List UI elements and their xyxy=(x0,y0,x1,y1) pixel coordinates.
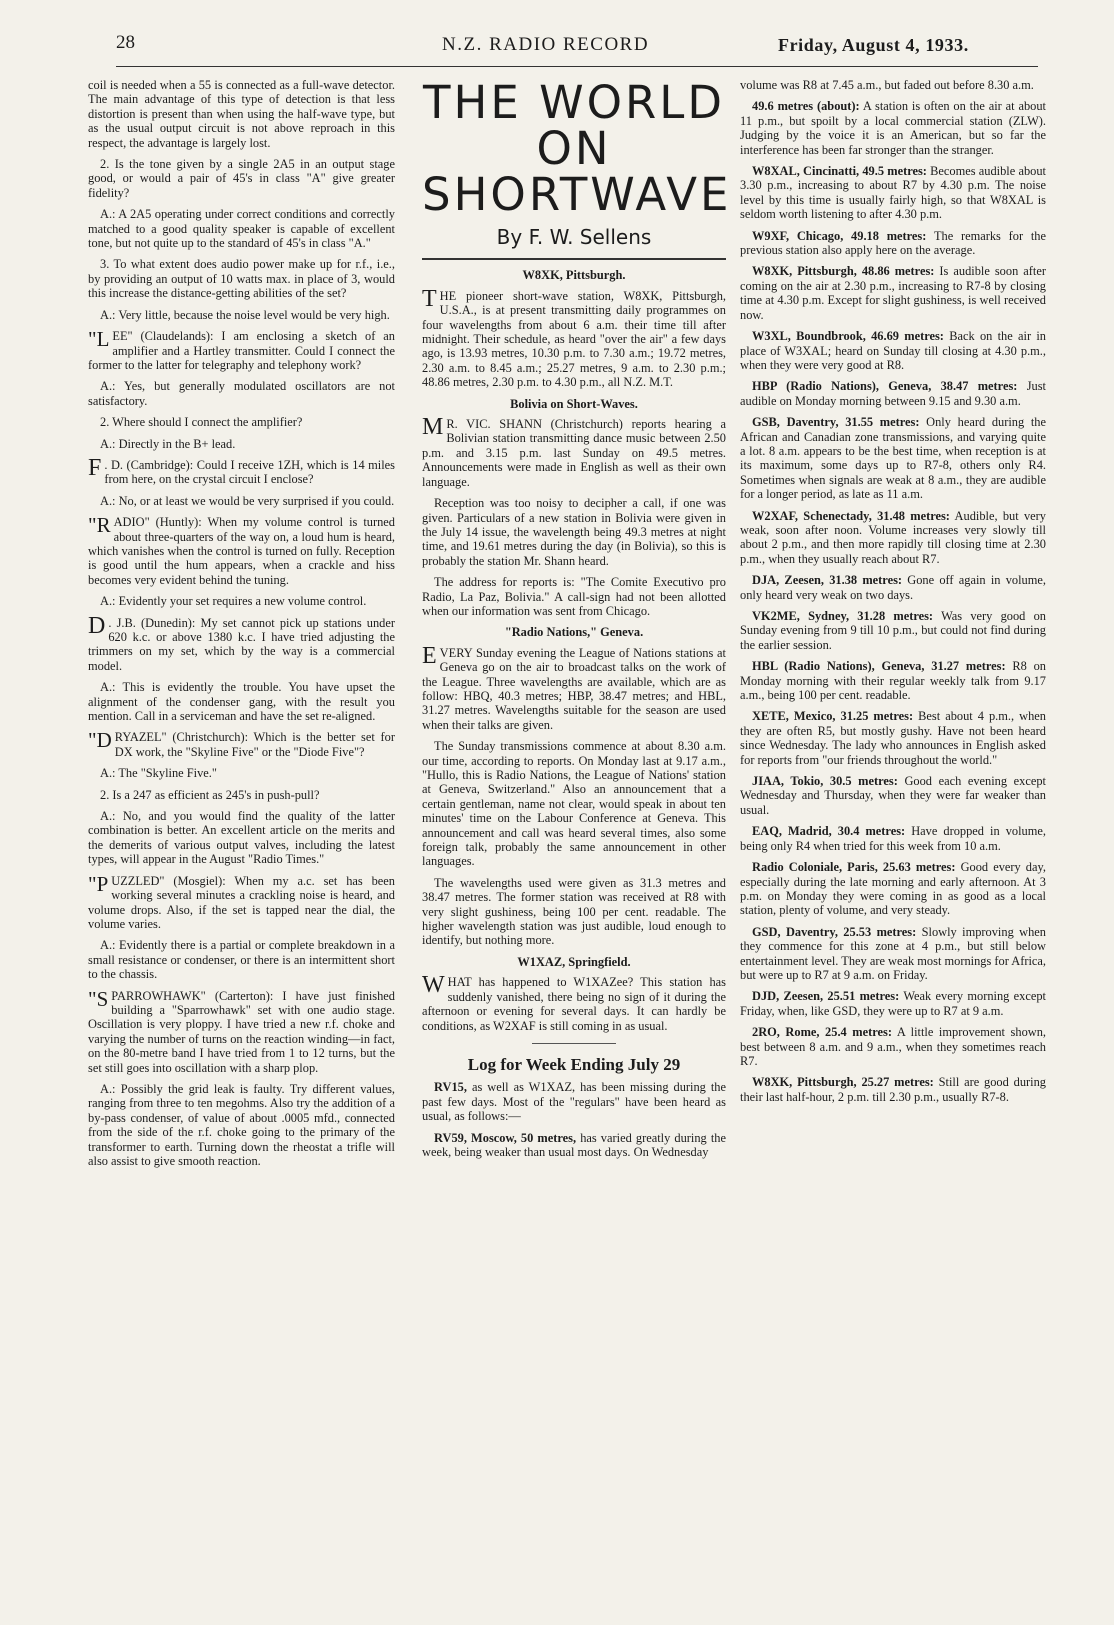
entry-text: Just audible on Monday morning between 9.15 and 9.30 a.m. xyxy=(740,379,1047,408)
answer: A.: Possibly the grid leak is faulty. Try different values, ranging from three to ten megohms. Also try the addition of a by-pass condenser, of value of about .0005 mfd., connected from the side of the r.f. choke going to the primary of the transformer to earth. Turning down the rheostat a trifle will also assist to give smooth reaction. xyxy=(88,1081,395,1168)
drop-cap: "D xyxy=(88,728,112,753)
log-entry xyxy=(740,229,1046,258)
station-name: XETE, Mexico, 31.25 metres: xyxy=(752,709,914,724)
byline: By F. W. Sellens xyxy=(496,225,652,249)
entry-text: Back on the air in place of W3XAL; heard on Sunday till closing at 4.30 p.m., when they were very good at R8. xyxy=(740,329,1046,372)
letter-text: . D. (Cambridge): Could I receive 1ZH, which is 14 miles from here, on the crystal circuit I enclose? xyxy=(104,457,395,487)
section-heading: W1XAZ, Springfield. xyxy=(517,954,631,969)
paragraph-text: HAT has happened to W1XAZee? This station has suddenly vanished, there being no sign of it during the afternoon or evening for several days. It can hardly be conditions, as W2XAF is still coming in as usual. xyxy=(422,975,726,1033)
station-name: W8XK, Pittsburgh, 48.86 metres: xyxy=(752,264,935,279)
drop-cap: W xyxy=(422,972,445,999)
letter-text: UZZLED" (Mosgiel): When my a.c. set has been working several minutes a crackling noise is heard, and volume drops. Also, if the set is tapped near the dial, the volume varies. xyxy=(88,873,395,931)
article-paragraph: The wavelengths used were given as 31.3 metres and 38.47 metres. The former station was received at R8 with very slight gushiness, being 100 per cent. readable. The higher wavelength station was just audible, loud enough to identify, but nothing more. xyxy=(422,875,726,948)
log-entry xyxy=(740,925,1046,983)
letter-text: . J.B. (Dunedin): My set cannot pick up stations under 620 k.c. or above 1380 k.c. I have tried adjusting the trimmers on my set, which by the way is a commercial model. xyxy=(88,615,395,673)
drop-cap: "S xyxy=(88,986,109,1011)
log-entry xyxy=(740,609,1046,652)
letter-text: ADIO" (Huntly): When my volume control is turned about three-quarters of the way on, a loud hum is heard, which vanishes when the control is turned on fully. Reception is good until the hum appears, when a crackle and hiss becomes very evident behind the tuning. xyxy=(88,515,395,587)
section-heading: W8XK, Pittsburgh. xyxy=(522,268,626,283)
question: 2. Is a 247 as efficient as 245's in push-pull? xyxy=(100,787,320,802)
article-title-line: SHORTWAVE xyxy=(422,168,732,221)
entry-text: Becomes audible about 3.30 p.m., increasing to about R7 by 4.30 p.m. The noise level by this time is usually fairly high, so that W8XAL is seldom worth listening to after 4.30 p.m. xyxy=(740,164,1046,222)
entry-text: Good each evening except Wednesday and Thursday, when they were far weaker than usual. xyxy=(740,774,1046,817)
station-name: W2XAF, Schenectady, 31.48 metres: xyxy=(752,508,950,523)
log-entry xyxy=(740,824,1046,853)
answer: A.: Directly in the B+ lead. xyxy=(100,436,236,451)
column-qa xyxy=(88,78,395,1175)
letter-radio xyxy=(88,515,395,587)
drop-cap: F xyxy=(88,454,102,481)
paragraph-text: VERY Sunday evening the League of Nations stations at Geneva go on the air to broadcast talks on the work of the League. Three wavelengths are available, which are as follow: HBQ, 40.3 metres; HBP, 38.47 metres; and HBL, 31.27 metres. Wavelengths suitable for the season are used when their talks are given. xyxy=(422,645,726,732)
section-divider xyxy=(532,1043,616,1044)
answer: A.: Evidently your set requires a new volume control. xyxy=(100,594,367,609)
drop-cap: M xyxy=(422,414,444,441)
log-entry xyxy=(740,573,1046,602)
station-name: Radio Coloniale, Paris, 25.63 metres: xyxy=(752,860,956,875)
section-heading: Bolivia on Short-Waves. xyxy=(510,396,638,411)
entry-text: A station is often on the air at about 11 p.m., but spoilt by a local commercial station (ZLW). Judging by the voice it is an American, but so far the interference has been far stronger than the stranger. xyxy=(740,99,1046,157)
station-name: W8XK, Pittsburgh, 25.27 metres: xyxy=(752,1075,934,1090)
entry-text: Is audible soon after coming on the air at 2.30 p.m., increasing to R7-8 by closing time at 4.30 p.m. Except for slight gushiness, is well received now. xyxy=(740,264,1046,322)
log-entry xyxy=(740,659,1046,702)
letter-fd xyxy=(88,454,395,487)
letter-puzzled xyxy=(88,871,395,932)
entry-text: Best about 4 p.m., when they are often R5, but mostly gushy. Have not been heard since Wednesday. The lady who announces in English asked for reports from "our friends throughout the world." xyxy=(740,709,1046,767)
page-number: 28 xyxy=(116,32,135,53)
answer: A.: Evidently there is a partial or complete breakdown in a small resistance or condenser, or there is an intermittent short to the chassis. xyxy=(88,938,395,982)
question: 3. To what extent does audio power make up for r.f., i.e., by providing an output of 10 watts max. in place of 3, would this increase the distance-getting abilities of the set? xyxy=(88,257,395,301)
station-name: 2RO, Rome, 25.4 metres: xyxy=(752,1025,892,1040)
entry-text: Still are good during their last half-hour, 2 p.m. till 2.30 p.m., usually R7-8. xyxy=(740,1075,1046,1104)
drop-cap: "R xyxy=(88,513,111,538)
entry-text: The remarks for the previous station also apply here on the average. xyxy=(740,228,1046,258)
answer: A.: The "Skyline Five." xyxy=(100,766,217,781)
article-title-line: ON xyxy=(536,122,612,175)
log-entry xyxy=(740,509,1046,567)
station-name: VK2ME, Sydney, 31.28 metres: xyxy=(752,609,934,623)
answer: A.: No, or at least we would be very surprised if you could. xyxy=(100,493,395,508)
station-name: GSD, Daventry, 25.53 metres: xyxy=(752,924,917,939)
letter-djb xyxy=(88,612,395,674)
entry-text: as well as W1XAZ, has been missing during the past few days. Most of the "regulars" have been heard as usual, as follows:— xyxy=(422,1080,727,1124)
log-entry xyxy=(740,415,1046,501)
log-entry xyxy=(740,709,1046,767)
entry-text: Gone off again in volume, only heard very weak on two days. xyxy=(740,573,1046,602)
letter-text: RYAZEL" (Christchurch): Which is the better set for DX work, the "Skyline Five" or the "Diode Five"? xyxy=(114,730,395,759)
answer: A.: Yes, but generally modulated oscillators are not satisfactory. xyxy=(88,379,395,408)
drop-cap: T xyxy=(422,285,437,312)
log-entry xyxy=(740,264,1046,322)
log-entry xyxy=(740,989,1046,1018)
entry-text: has varied greatly during the week, being weaker than usual most days. On Wednesday xyxy=(422,1130,726,1159)
column-log xyxy=(740,78,1046,1111)
log-heading: Log for Week Ending July 29 xyxy=(467,1054,681,1074)
article-paragraph: Reception was too noisy to decipher a call, if one was given. Particulars of a new station in Bolivia were given in the July 14 issue, the wavelength being 49.3 metres at night time, and 19.61 metres during the day (in Bolivia), so this is probably the station Mr. Shann heard. xyxy=(422,496,726,568)
article-paragraph xyxy=(422,642,726,732)
entry-text: Have dropped in volume, being only R4 when tried for this week from 10 a.m. xyxy=(740,824,1046,853)
question: 2. Where should I connect the amplifier? xyxy=(100,415,303,430)
station-name: RV15, xyxy=(434,1080,467,1095)
article-paragraph xyxy=(422,414,726,489)
log-entry xyxy=(740,774,1046,817)
section-heading: "Radio Nations," Geneva. xyxy=(504,625,644,640)
drop-cap: "P xyxy=(88,871,109,896)
article-paragraph xyxy=(422,285,726,390)
log-entry xyxy=(740,1075,1046,1104)
station-name: DJA, Zeesen, 31.38 metres: xyxy=(752,573,903,588)
letter-lee xyxy=(88,329,395,372)
station-name: EAQ, Madrid, 30.4 metres: xyxy=(752,824,906,839)
masthead: N.Z. RADIO RECORD xyxy=(442,34,650,55)
entry-text: Was very good on Sunday evening from 9 till 10 p.m., but could not find during the earlier session. xyxy=(740,609,1046,652)
letter-sparrowhawk xyxy=(88,986,395,1075)
log-entry xyxy=(740,164,1046,222)
drop-cap: D xyxy=(88,612,106,639)
drop-cap: "L xyxy=(88,327,110,352)
answer: A.: A 2A5 operating under correct conditions and correctly matched to a good quality speaker is capable of excellent tone, but not quite up to the standard of 45's in class "A." xyxy=(88,207,395,251)
log-entry xyxy=(740,99,1046,157)
log-entry xyxy=(422,1131,726,1160)
article-title-line: THE WORLD xyxy=(423,76,725,129)
entry-text: R8 on Monday morning with their regular weekly talk from 9.17 a.m., being 100 per cent. readable. xyxy=(740,659,1046,703)
letter-text: PARROWHAWK" (Carterton): I have just finished building a "Sparrowhawk" set with one audio stage. Oscillation is very ploppy. I have tried a new r.f. choke and varying the number of turns on the reaction winding—in fact, on the 80-metre band I have tried from 1 to 12 turns, but the set still goes into oscillation with a sharp plop. xyxy=(88,988,395,1075)
station-name: HBP (Radio Nations), Geneva, 38.47 metres: xyxy=(752,379,1018,394)
log-entry xyxy=(422,1080,726,1123)
log-entry: volume was R8 at 7.45 a.m., but faded out before 8.30 a.m. xyxy=(740,78,1034,92)
letter-text: EE" (Claudelands): I am enclosing a sketch of an amplifier and a Hartley transmitter. Could I connect the former to the latter for telegraphy and telephony work? xyxy=(88,329,395,372)
station-name: RV59, Moscow, 50 metres, xyxy=(434,1130,577,1145)
station-name: W9XF, Chicago, 49.18 metres: xyxy=(752,228,927,243)
article-paragraph: The Sunday transmissions commence at about 8.30 a.m. our time, according to reports. On Monday last at 9.17 a.m., "Hullo, this is Radio Nations, the League of Nations' station at Geneva, Switzerland." Also an announcement that a certain gentleman, name not clear, would speak in about ten minutes' time on the Labour Conference at Geneva. This announcement and call was heard several times, also some foreign talk, probably the same announcement in other languages. xyxy=(422,739,726,869)
paragraph-text: HE pioneer short-wave station, W8XK, Pittsburgh, U.S.A., is at present transmitting daily programmes on four wavelengths from about 6 a.m. their time till after midnight. Their schedule, as heard "over the air" a few days ago, is 13.93 metres, 10.30 p.m. to 7.30 a.m.; 19.72 metres, 2.30 a.m. to 8.45 a.m.; 25.27 metres, 9 a.m. to 2.30 p.m.; 48.86 metres, 2.30 p.m. to 4.30 p.m., all N.Z. M.T. xyxy=(422,288,726,390)
log-entry xyxy=(740,379,1046,408)
column-shortwave xyxy=(422,76,732,1166)
station-name: HBL (Radio Nations), Geneva, 31.27 metres: xyxy=(752,659,1006,674)
answer: A.: No, and you would find the quality of the latter combination is better. An excellent article on the merits and the demerits of various output valves, including the latest types, will appear in the August "Radio Times." xyxy=(88,809,395,867)
paragraph-text: R. VIC. SHANN (Christchurch) reports hearing a Bolivian station transmitting dance music between 2.50 p.m. and 3.15 p.m. last Sunday on 49.5 metres. Announcements were made in English as well as their own language. xyxy=(422,417,726,489)
page-header xyxy=(0,0,1114,70)
station-name: W8XAL, Cincinatti, 49.5 metres: xyxy=(752,164,927,179)
entry-text: A little improvement shown, best between 8 a.m. and 9 a.m., when they sometimes reach R7. xyxy=(740,1025,1046,1068)
entry-text: Slowly improving when they commence for this zone at 4 p.m., but still below entertainment level. They are weak most mornings for Africa, but were up to R7 at 9 a.m. on Friday. xyxy=(740,924,1046,982)
entry-text: Weak every morning except Friday, when, like GSD, they were up to R7 at 9 a.m. xyxy=(740,989,1047,1018)
station-name: 49.6 metres (about): xyxy=(752,99,860,114)
entry-text: Only heard during the African and Canadian zone transmissions, and varying quite a lot. 8 a.m. appears to be the best time, when reception is at its maximum, some days up to R7-8, others only R4. Sometimes when signals are weak at 8 a.m., they are audible for a longer period, as late as 11 a.m. xyxy=(740,415,1046,502)
station-name: DJD, Zeesen, 25.51 metres: xyxy=(752,989,900,1004)
answer: A.: This is evidently the trouble. You have upset the alignment of the condenser gang, with the result you mention. Call in a serviceman and have the set re-aligned. xyxy=(88,680,395,724)
station-name: W3XL, Boundbrook, 46.69 metres: xyxy=(752,329,944,344)
article-paragraph: The address for reports is: "The Comite Executivo pro Radio, La Paz, Bolivia." A call-sign had not been allotted when our information was sent from Chicago. xyxy=(422,575,726,618)
letter-dryazel xyxy=(88,730,395,759)
article-title-block xyxy=(422,76,732,260)
answer: A.: Very little, because the noise level would be very high. xyxy=(100,307,390,322)
log-entry xyxy=(740,329,1046,372)
log-entry xyxy=(740,1025,1046,1068)
log-entry xyxy=(740,860,1046,918)
question: 2. Is the tone given by a single 2A5 in an output stage good, or would a pair of 45's in class "A" give greater fidelity? xyxy=(88,157,395,200)
entry-text: Good every day, especially during the late morning and early afternoon. At 3 p.m. on Monday they were coming in as good as a local station, plenty of volume, and very steady. xyxy=(740,860,1046,918)
drop-cap: E xyxy=(422,642,437,669)
entry-text: Audible, but very weak, soon after noon. Volume increases very slowly till about 2 p.m., and then more rapidly till closing time at 2.30 p.m., when they usually reach about R7. xyxy=(740,508,1046,566)
header-rule xyxy=(116,66,1038,67)
station-name: JIAA, Tokio, 30.5 metres: xyxy=(752,774,898,789)
station-name: GSB, Daventry, 31.55 metres: xyxy=(752,415,920,430)
issue-date: Friday, August 4, 1933. xyxy=(778,35,969,55)
article-paragraph: coil is needed when a 55 is connected as a full-wave detector. The main advantage of this type of detection is that less distortion is present than when using the half-wave type, but as the usual output circuit is not above reproach in this respect, the advantage is largely lost. xyxy=(88,78,395,150)
article-paragraph xyxy=(422,972,726,1033)
